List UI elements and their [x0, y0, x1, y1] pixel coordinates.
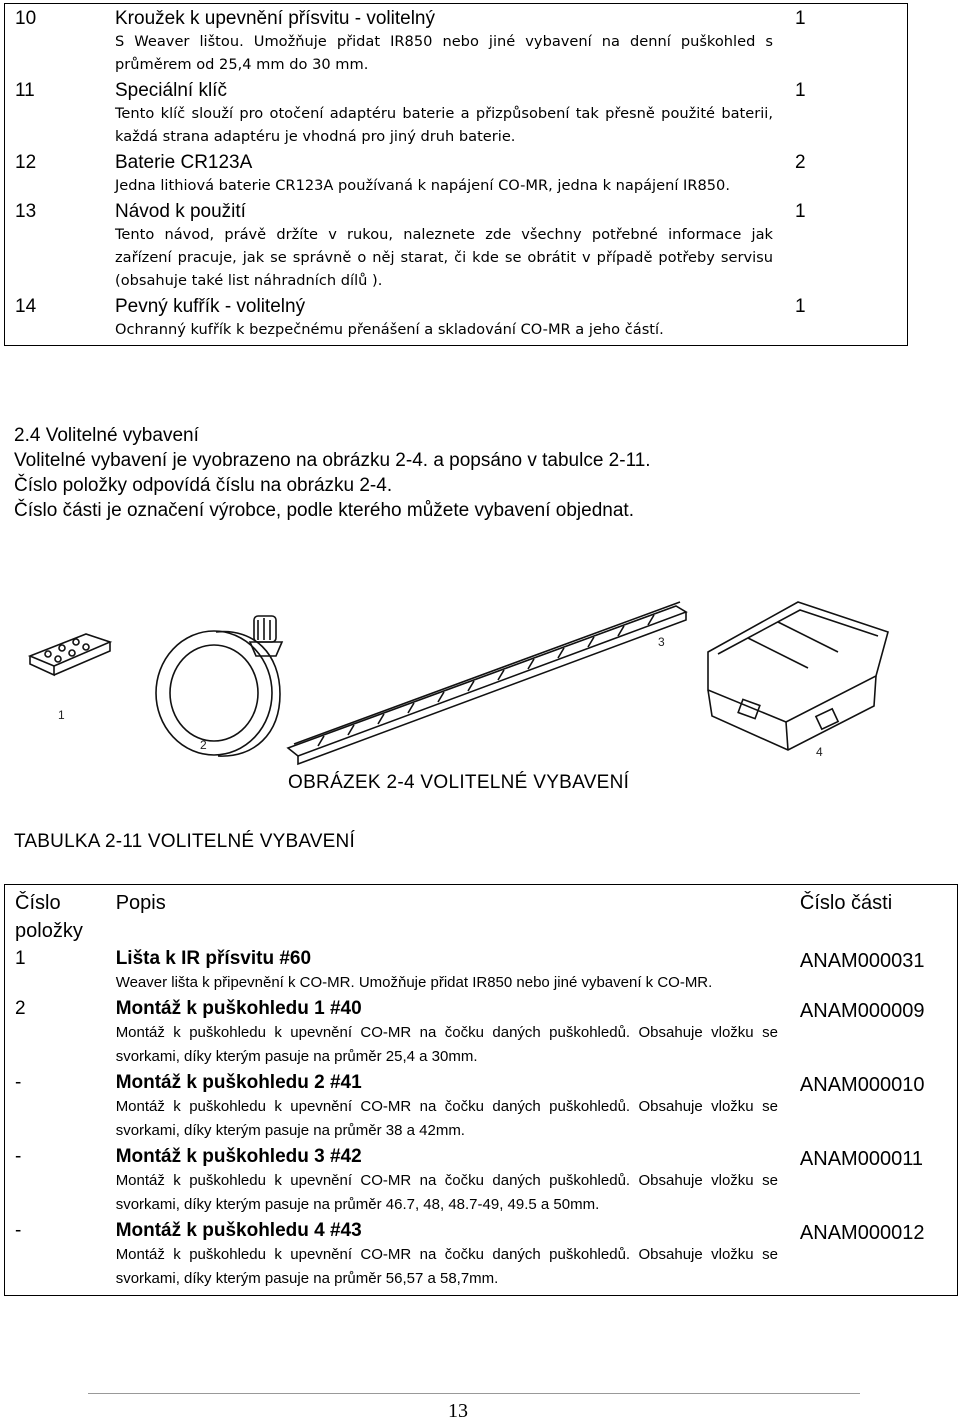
figure-caption: OBRÁZEK 2-4 VOLITELNÉ VYBAVENÍ [288, 772, 630, 793]
item-quantity: 1 [795, 8, 806, 29]
item-number: 2 [15, 998, 26, 1019]
item-description: Montáž k puškohledu k upevnění CO-MR na čočku daných puškohledů. Obsahuje vložku se svorkami, díky kterým pasuje na průměr 25,4 a 30mm. [115, 1024, 778, 1065]
table-row [5, 148, 908, 197]
item-number: 12 [15, 152, 37, 173]
item-number: - [15, 1146, 22, 1167]
figure-label: 3 [658, 635, 665, 649]
item-number: 11 [15, 80, 35, 101]
table-row [5, 292, 908, 346]
item-title: Montáž k puškohledu 1 #40 [115, 998, 362, 1019]
item-number: 1 [15, 948, 26, 969]
part-number: ANAM000010 [799, 1074, 925, 1096]
parts-table [4, 884, 958, 1296]
table-caption: TABULKA 2-11 VOLITELNÉ VYBAVENÍ [14, 831, 355, 852]
part-number: ANAM000009 [799, 1000, 925, 1022]
optional-equipment-figure [18, 598, 918, 768]
hard-case-drawing [708, 602, 888, 750]
figure-label: 1 [58, 708, 65, 722]
item-description: Tento klíč slouží pro otočení adaptéru baterie a přizpůsobení tak přesně použité baterii, každá strana adaptéru je vhodná pro jiný druh baterie. [115, 105, 773, 145]
item-quantity: 2 [795, 152, 806, 173]
item-title: Lišta k IR přísvitu #60 [115, 948, 312, 969]
footer-divider [88, 1393, 860, 1394]
item-title: Speciální klíč [115, 80, 227, 101]
rail-plate-drawing [30, 634, 110, 675]
item-description: Weaver lišta k připevnění k CO-MR. Umožňuje přidat IR850 nebo jiné vybavení k CO-MR. [115, 974, 713, 991]
table-row [5, 1069, 958, 1143]
accessories-table [4, 3, 908, 346]
item-number: 14 [15, 296, 37, 317]
item-quantity: 1 [795, 80, 806, 101]
item-title: Kroužek k upevnění přísvitu - volitelný [115, 8, 435, 29]
section-paragraph: Volitelné vybavení je vyobrazeno na obrázku 2-4. a popsáno v tabulce 2-11. [14, 450, 651, 471]
part-number: ANAM000031 [799, 950, 925, 972]
section-paragraph: Číslo části je označení výrobce, podle kterého můžete vybavení objednat. [14, 500, 634, 521]
header-item-number: Číslo položky [15, 892, 83, 942]
item-quantity: 1 [795, 201, 806, 222]
section-paragraph: Číslo položky odpovídá číslu na obrázku 2-4. [14, 475, 393, 496]
figure-label: 4 [816, 745, 823, 759]
item-number: - [15, 1072, 22, 1093]
item-title: Návod k použití [115, 201, 246, 222]
item-description: Jedna lithiová baterie CR123A používaná k napájení CO-MR, jedna k napájení IR850. [115, 177, 730, 194]
item-description: Ochranný kufřík k bezpečnému přenášení a skladování CO-MR a jeho částí. [115, 321, 664, 338]
ring-mount-drawing [156, 616, 282, 756]
item-description: S Weaver lištou. Umožňuje přidat IR850 nebo jiné vybavení na denní puškohled s průměrem od 25,4 mm do 30 mm. [115, 33, 773, 73]
long-rail-drawing [288, 602, 686, 764]
item-title: Montáž k puškohledu 3 #42 [115, 1146, 362, 1167]
part-number: ANAM000012 [799, 1222, 925, 1244]
table-row [5, 76, 908, 148]
table-row [5, 197, 908, 292]
item-description: Montáž k puškohledu k upevnění CO-MR na čočku daných puškohledů. Obsahuje vložku se svorkami, díky kterým pasuje na průměr 46.7, 48, 48.7-49, 49.5 a 50mm. [115, 1172, 778, 1213]
page-number: 13 [448, 1400, 468, 1422]
item-title: Montáž k puškohledu 2 #41 [115, 1072, 362, 1093]
item-number: - [15, 1220, 22, 1241]
item-title: Montáž k puškohledu 4 #43 [115, 1220, 362, 1241]
item-description: Montáž k puškohledu k upevnění CO-MR na čočku daných puškohledů. Obsahuje vložku se svorkami, díky kterým pasuje na průměr 56,57 a 58,7mm. [115, 1246, 778, 1287]
table-row [5, 995, 958, 1069]
header-part-number: Číslo části [799, 892, 893, 914]
table-row [5, 1143, 958, 1217]
table-row [5, 1217, 958, 1296]
item-number: 13 [15, 201, 37, 222]
table-header-row [5, 885, 958, 946]
figure-label: 2 [200, 738, 207, 752]
part-number: ANAM000011 [799, 1148, 923, 1170]
item-description: Tento návod, právě držíte v rukou, naleznete zde všechny potřebné informace jak zařízení pracuje, jak se správně o něj starat, či kde se obrátit v případě potřeby servisu (obsahuje také list náhradních dílů ). [115, 226, 773, 289]
optional-equipment-section [14, 424, 914, 523]
item-title: Pevný kufřík - volitelný [115, 296, 306, 317]
item-description: Montáž k puškohledu k upevnění CO-MR na čočku daných puškohledů. Obsahuje vložku se svorkami, díky kterým pasuje na průměr 38 a 42mm. [115, 1098, 778, 1139]
item-number: 10 [15, 8, 37, 29]
item-title: Baterie CR123A [115, 152, 253, 173]
header-description: Popis [115, 892, 166, 914]
table-row [5, 945, 958, 995]
section-heading: 2.4 Volitelné vybavení [14, 425, 199, 446]
table-row [5, 4, 908, 77]
item-quantity: 1 [795, 296, 806, 317]
